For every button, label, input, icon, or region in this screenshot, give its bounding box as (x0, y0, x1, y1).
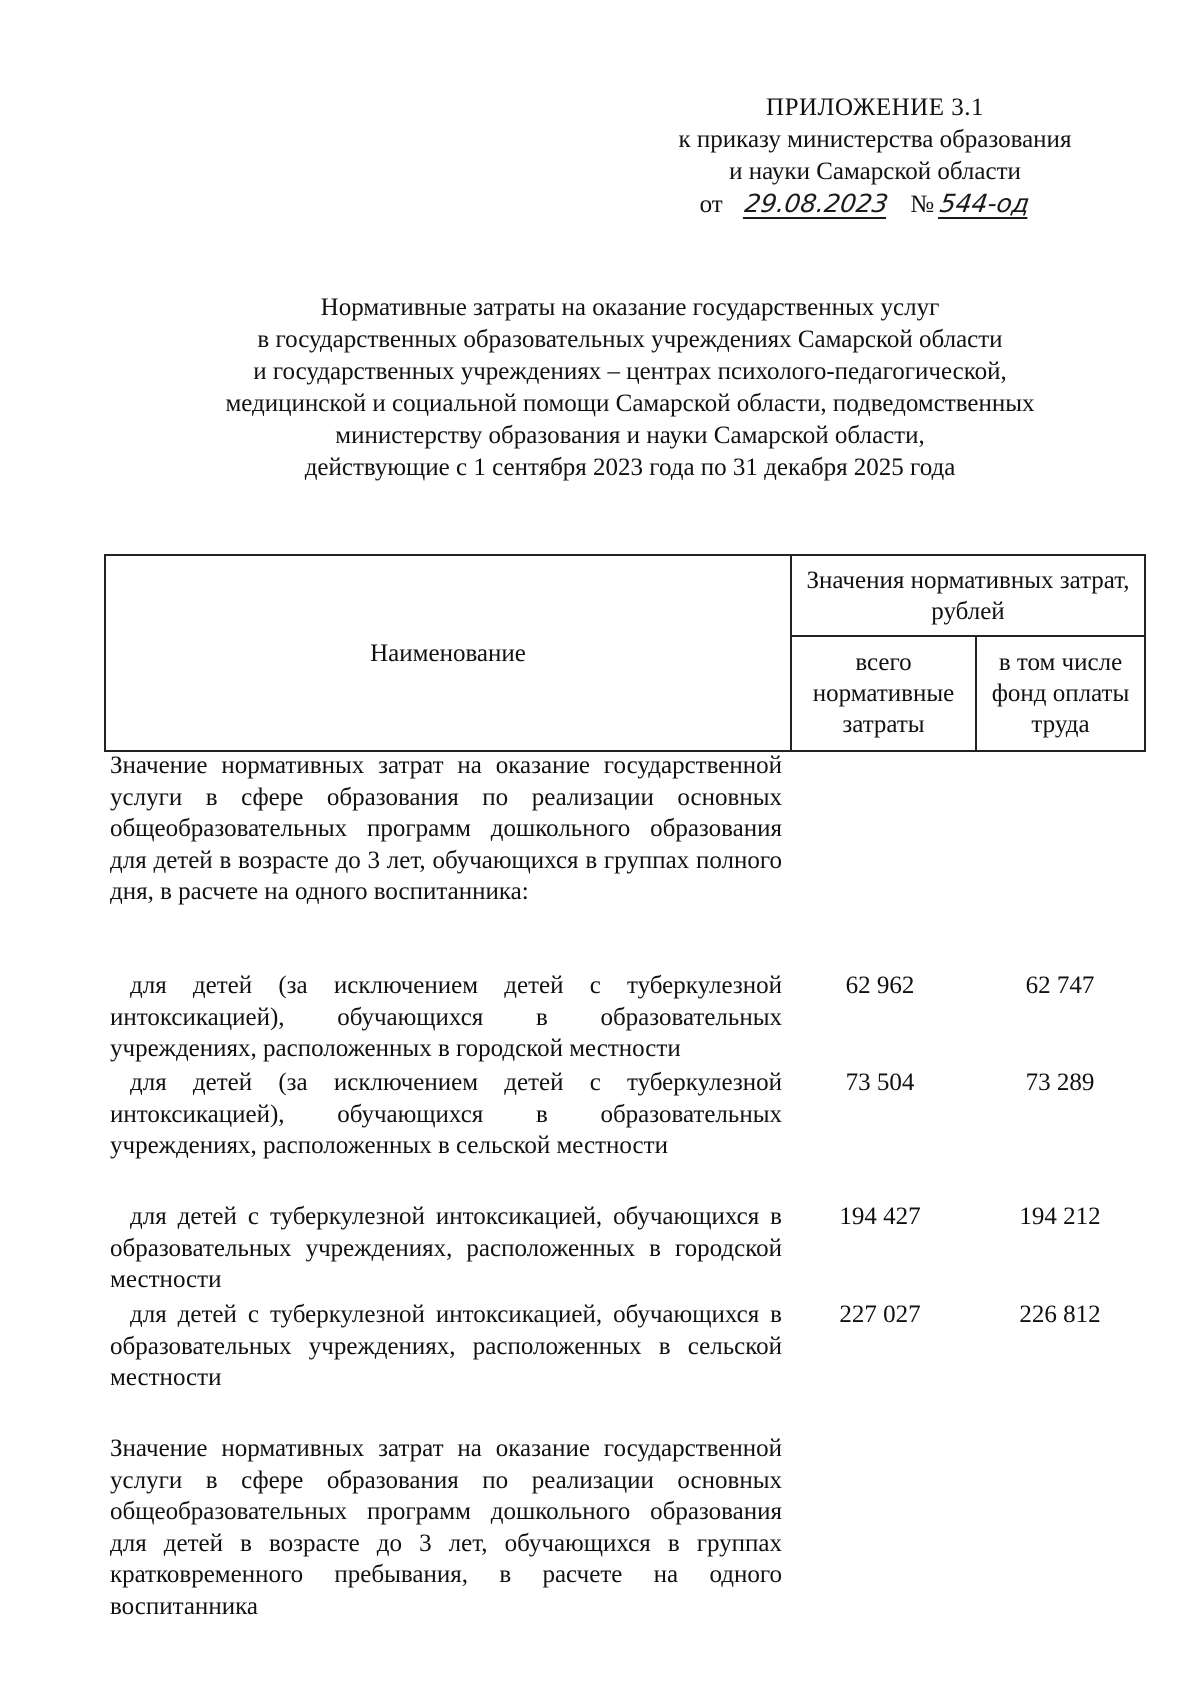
appendix-title: ПРИЛОЖЕНИЕ 3.1 (766, 94, 984, 121)
appendix-order-line2: и науки Самарской области (729, 158, 1021, 185)
column-header-name: Наименование (105, 555, 791, 751)
section-heading: Значение нормативных затрат на оказание государственной услуги в сфере образования по реализации основных общеобразовательных программ дошкольного образования для детей в возрасте до 3 лет, обучающихся в группах полного дня, в расчете на одного воспитанника: (110, 752, 782, 905)
title-line: министерству образования и науки Самарской области, (335, 422, 925, 449)
title-line: в государственных образовательных учреждениях Самарской области (257, 326, 1003, 353)
appendix-header (640, 92, 1110, 221)
appendix-order-line1: к приказу министерства образования (678, 126, 1072, 153)
title-line: и государственных учреждениях – центрах психолого-педагогической, (253, 358, 1007, 385)
order-date: 29.08.2023 (742, 189, 891, 218)
document-title (100, 292, 1160, 484)
row-payroll-value: 194 212 (1019, 1203, 1101, 1230)
row-label: для детей (за исключением детей с туберкулезной интоксикацией), обучающихся в образовательных учреждениях, расположенных в городской местности (110, 972, 782, 1062)
row-label: для детей с туберкулезной интоксикацией, обучающихся в образовательных учреждениях, расположенных в городской местности (110, 1203, 782, 1293)
row-payroll-value: 62 747 (1025, 972, 1095, 999)
row-payroll-value: 226 812 (1019, 1301, 1101, 1328)
row-label: для детей (за исключением детей с туберкулезной интоксикацией), обучающихся в образовательных учреждениях, расположенных в сельской местности (110, 1069, 782, 1159)
row-total-value: 194 427 (839, 1203, 921, 1230)
column-header-payroll: в том числе фонд оплаты труда (976, 636, 1145, 751)
title-line: Нормативные затраты на оказание государственных услуг (320, 294, 940, 321)
order-prefix: от (699, 191, 723, 218)
number-sign: № (910, 191, 935, 218)
title-line: медицинской и социальной помощи Самарской области, подведомственных (225, 390, 1035, 417)
row-payroll-value: 73 289 (1025, 1069, 1095, 1096)
column-header-total: всего нормативные затраты (791, 636, 976, 751)
costs-table-header (104, 554, 1146, 752)
column-header-group: Значения нормативных затрат, рублей (791, 555, 1145, 636)
row-total-value: 62 962 (845, 972, 915, 999)
row-label: для детей с туберкулезной интоксикацией, обучающихся в образовательных учреждениях, расположенных в сельской местности (110, 1301, 782, 1391)
order-reference (640, 188, 1110, 221)
title-line: действующие с 1 сентября 2023 года по 31 декабря 2025 года (304, 454, 956, 481)
row-total-value: 227 027 (839, 1301, 921, 1328)
section-heading: Значение нормативных затрат на оказание государственной услуги в сфере образования по реализации основных общеобразовательных программ дошкольного образования для детей в возрасте до 3 лет, обучающихся в группах кратковременного пребывания, в расчете на одного воспитанника (110, 1435, 782, 1620)
order-number: 544-од (938, 189, 1032, 218)
row-total-value: 73 504 (845, 1069, 915, 1096)
